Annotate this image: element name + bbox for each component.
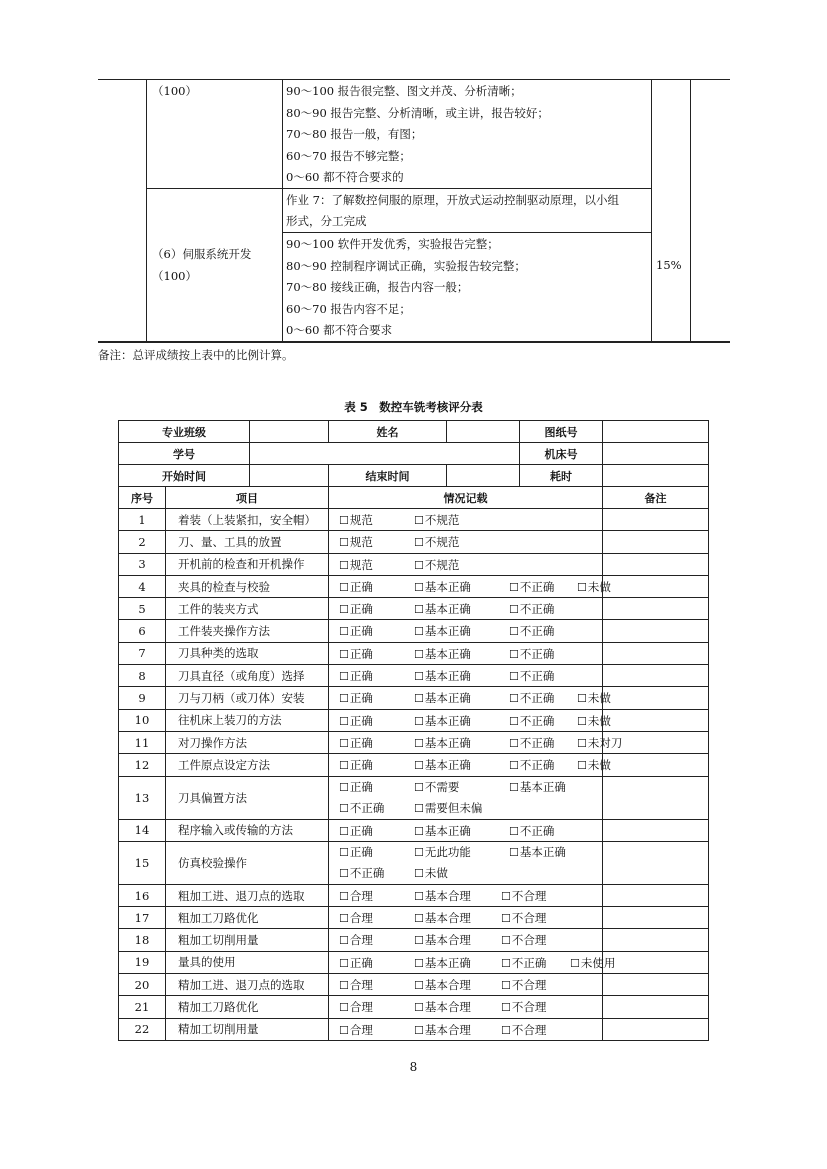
assignment-line: 作业 7：了解数控伺服的原理，开放式运动控制驱动原理，以小组: [286, 193, 619, 207]
end-time-label: 结束时间: [329, 465, 447, 487]
checkbox-option[interactable]: ☐ 基本合理: [414, 999, 471, 1015]
table-row: [119, 687, 709, 709]
rubric-row-weight-label: （100）: [152, 269, 197, 283]
row-item: 粗加工刀路优化: [166, 907, 329, 929]
col-header-item: 项目: [166, 487, 329, 509]
row-item: 刀与刀柄（或刀体）安装: [166, 687, 329, 709]
table-row: [119, 598, 709, 620]
machine-no-field[interactable]: [603, 443, 709, 465]
table-row: [119, 575, 709, 597]
checkbox-option[interactable]: ☐ 基本正确: [414, 690, 471, 706]
checkbox-option[interactable]: ☐ 不规范: [414, 534, 459, 550]
checkbox-option[interactable]: ☐ 基本正确: [509, 844, 566, 860]
duration-label: 耗时: [520, 465, 603, 487]
rubric-line: 80～90 报告完整、分析清晰，或主讲，报告较好；: [286, 105, 549, 120]
checkbox-option[interactable]: ☐ 不需要: [414, 779, 459, 795]
checkbox-option[interactable]: ☐ 未做: [577, 713, 611, 729]
checkbox-option[interactable]: ☐ 规范: [339, 557, 373, 573]
checkbox-option[interactable]: ☐ 正确: [339, 713, 373, 729]
table-row: [119, 642, 709, 664]
checkbox-option[interactable]: ☐ 未做: [577, 579, 611, 595]
table-row: [119, 884, 709, 906]
row-item: 刀、量、工具的放置: [166, 531, 329, 553]
row-remark[interactable]: [603, 687, 709, 709]
checkbox-option[interactable]: ☐ 基本正确: [414, 955, 471, 971]
checkbox-option[interactable]: ☐ 合理: [339, 932, 373, 948]
row-number: 15: [119, 841, 166, 884]
checkbox-option[interactable]: ☐ 基本合理: [414, 1022, 471, 1038]
checkbox-option[interactable]: ☐ 不合理: [501, 888, 546, 904]
row-remark[interactable]: [603, 819, 709, 841]
checkbox-option[interactable]: ☐ 规范: [339, 534, 373, 550]
row-remark[interactable]: [603, 754, 709, 776]
row-number: 14: [119, 819, 166, 841]
row-remark[interactable]: [603, 709, 709, 731]
row-remark[interactable]: [603, 951, 709, 973]
row-remark[interactable]: [603, 575, 709, 597]
table-row: [119, 929, 709, 951]
duration-field[interactable]: [603, 465, 709, 487]
checkbox-option[interactable]: ☐ 不合理: [501, 977, 546, 993]
row-remark[interactable]: [603, 598, 709, 620]
checkbox-option[interactable]: ☐ 不正确: [509, 735, 554, 751]
rubric-row-label: （100）: [152, 84, 197, 98]
checkbox-option[interactable]: ☐ 不正确: [339, 865, 384, 881]
checkbox-option[interactable]: ☐ 不合理: [501, 1022, 546, 1038]
checkbox-option[interactable]: ☐ 不正确: [509, 823, 554, 839]
checkbox-option[interactable]: ☐ 未对刀: [577, 735, 622, 751]
table-row: [119, 974, 709, 996]
checkbox-option[interactable]: ☐ 不规范: [414, 557, 459, 573]
start-time-field[interactable]: [250, 465, 329, 487]
checkbox-option[interactable]: ☐ 不正确: [509, 690, 554, 706]
rubric-line: 60～70 报告内容不足；: [286, 301, 411, 316]
row-remark[interactable]: [603, 929, 709, 951]
checkbox-option[interactable]: ☐ 正确: [339, 823, 373, 839]
table-caption: 表 5 数控车铣考核评分表: [344, 400, 483, 414]
table-row: [119, 731, 709, 753]
start-time-label: 开始时间: [119, 465, 250, 487]
row-number: 17: [119, 907, 166, 929]
table-row: [119, 776, 709, 819]
row-number: 4: [119, 575, 166, 597]
major-class-label: 专业班级: [119, 421, 250, 443]
checkbox-option[interactable]: ☐ 基本合理: [414, 932, 471, 948]
checkbox-option[interactable]: ☐ 不正确: [509, 713, 554, 729]
row-number: 5: [119, 598, 166, 620]
rubric-line: 60～70 报告不够完整；: [286, 148, 411, 163]
row-item: 往机床上装刀的方法: [166, 709, 329, 731]
row-number: 10: [119, 709, 166, 731]
row-number: 9: [119, 687, 166, 709]
checkbox-option[interactable]: ☐ 基本正确: [414, 757, 471, 773]
row-number: 13: [119, 776, 166, 819]
checkbox-option[interactable]: ☐ 不合理: [501, 999, 546, 1015]
checkbox-option[interactable]: ☐ 合理: [339, 1022, 373, 1038]
row-item: 工件原点设定方法: [166, 754, 329, 776]
checkbox-option[interactable]: ☐ 正确: [339, 579, 373, 595]
table-row: [119, 841, 709, 884]
row-remark[interactable]: [603, 776, 709, 819]
rubric-line: 80～90 控制程序调试正确，实验报告较完整；: [286, 258, 526, 273]
checkbox-option[interactable]: ☐ 正确: [339, 646, 373, 662]
checkbox-option[interactable]: ☐ 不正确: [509, 646, 554, 662]
rubric-line: 70～80 报告一般，有图；: [286, 127, 423, 141]
row-item: 粗加工进、退刀点的选取: [166, 884, 329, 906]
name-field[interactable]: [447, 421, 520, 443]
checkbox-option[interactable]: ☐ 基本正确: [414, 646, 471, 662]
row-number: 18: [119, 929, 166, 951]
row-item: 刀具偏置方法: [166, 776, 329, 819]
assignment-line: 形式，分工完成: [286, 214, 367, 228]
rubric-line: 0～60 都不符合要求: [286, 323, 393, 337]
row-remark[interactable]: [603, 553, 709, 575]
checkbox-option[interactable]: ☐ 不规范: [414, 512, 459, 528]
checkbox-option[interactable]: ☐ 基本合理: [414, 910, 471, 926]
row-item: 对刀操作方法: [166, 731, 329, 753]
checkbox-option[interactable]: ☐ 合理: [339, 910, 373, 926]
checkbox-option[interactable]: ☐ 基本正确: [414, 713, 471, 729]
row-item: 量具的使用: [166, 951, 329, 973]
checkbox-option[interactable]: ☐ 基本合理: [414, 977, 471, 993]
checkbox-option[interactable]: ☐ 基本合理: [414, 888, 471, 904]
row-item: 工件的装夹方式: [166, 598, 329, 620]
checkbox-option[interactable]: ☐ 基本正确: [414, 668, 471, 684]
checkbox-option[interactable]: ☐ 正确: [339, 690, 373, 706]
checkbox-option[interactable]: ☐ 基本正确: [509, 779, 566, 795]
row-item: 开机前的检查和开机操作: [166, 553, 329, 575]
checkbox-option[interactable]: ☐ 不正确: [339, 800, 384, 816]
table-row: [119, 996, 709, 1018]
rubric-line: 70～80 接线正确，报告内容一般；: [286, 280, 469, 294]
checkbox-option[interactable]: ☐ 需要但未偏: [414, 800, 482, 816]
table-row: [119, 665, 709, 687]
table-row: [119, 531, 709, 553]
rubric-line: 90～100 软件开发优秀，实验报告完整；: [286, 237, 499, 251]
table-row: [119, 509, 709, 531]
rubric-row-label: （6）伺服系统开发: [152, 247, 252, 261]
drawing-no-label: 图纸号: [520, 421, 603, 443]
row-item: 工件装夹操作方法: [166, 620, 329, 642]
checkbox-option[interactable]: ☐ 正确: [339, 779, 373, 795]
note: 备注：总评成绩按上表中的比例计算。: [98, 348, 294, 362]
checkbox-option[interactable]: ☐ 正确: [339, 623, 373, 639]
checkbox-option[interactable]: ☐ 基本正确: [414, 823, 471, 839]
table-row: [119, 553, 709, 575]
checkbox-option[interactable]: ☐ 合理: [339, 977, 373, 993]
rubric-line: 90～100 报告很完整、图文并茂、分析清晰；: [286, 84, 522, 98]
checkbox-option[interactable]: ☐ 未做: [577, 757, 611, 773]
checkbox-option[interactable]: ☐ 正确: [339, 601, 373, 617]
row-remark[interactable]: [603, 665, 709, 687]
table-row: [119, 620, 709, 642]
row-remark[interactable]: [603, 1018, 709, 1040]
checkbox-option[interactable]: ☐ 合理: [339, 999, 373, 1015]
checkbox-option[interactable]: ☐ 正确: [339, 955, 373, 971]
checkbox-option[interactable]: ☐ 基本正确: [414, 623, 471, 639]
cnc-score-table: [118, 420, 709, 1041]
table-row: [119, 754, 709, 776]
row-number: 11: [119, 731, 166, 753]
checkbox-option[interactable]: ☐ 正确: [339, 668, 373, 684]
checkbox-option[interactable]: ☐ 未做: [414, 865, 448, 881]
row-item: 着装（上装紧扣，安全帽）: [166, 509, 329, 531]
checkbox-option[interactable]: ☐ 不正确: [509, 579, 554, 595]
weight-value: 15%: [656, 258, 682, 272]
row-number: 19: [119, 951, 166, 973]
row-remark[interactable]: [603, 907, 709, 929]
row-number: 2: [119, 531, 166, 553]
row-number: 20: [119, 974, 166, 996]
row-number: 6: [119, 620, 166, 642]
checkbox-option[interactable]: ☐ 正确: [339, 735, 373, 751]
row-number: 7: [119, 642, 166, 664]
table-row: [119, 1018, 709, 1040]
col-header-no: 序号: [119, 487, 166, 509]
row-number: 8: [119, 665, 166, 687]
row-item: 程序输入或传输的方法: [166, 819, 329, 841]
table-row: [119, 907, 709, 929]
table-row: [119, 951, 709, 973]
checkbox-option[interactable]: ☐ 合理: [339, 888, 373, 904]
page-number: 8: [409, 1060, 418, 1074]
checkbox-option[interactable]: ☐ 不正确: [501, 955, 546, 971]
major-class-field[interactable]: [250, 421, 329, 443]
checkbox-option[interactable]: ☐ 不合理: [501, 910, 546, 926]
row-item: 精加工进、退刀点的选取: [166, 974, 329, 996]
checkbox-option[interactable]: ☐ 不正确: [509, 601, 554, 617]
student-no-label: 学号: [119, 443, 250, 465]
row-remark[interactable]: [603, 841, 709, 884]
checkbox-option[interactable]: ☐ 基本正确: [414, 601, 471, 617]
checkbox-option[interactable]: ☐ 不正确: [509, 668, 554, 684]
name-label: 姓名: [329, 421, 447, 443]
checkbox-option[interactable]: ☐ 正确: [339, 757, 373, 773]
checkbox-option[interactable]: ☐ 无此功能: [414, 844, 471, 860]
table-row: [119, 819, 709, 841]
checkbox-option[interactable]: ☐ 未做: [577, 690, 611, 706]
row-item: 刀具种类的选取: [166, 642, 329, 664]
row-number: 16: [119, 884, 166, 906]
row-remark[interactable]: [603, 531, 709, 553]
row-number: 12: [119, 754, 166, 776]
row-number: 1: [119, 509, 166, 531]
machine-no-label: 机床号: [520, 443, 603, 465]
row-item: 精加工刀路优化: [166, 996, 329, 1018]
row-item: 刀具直径（或角度）选择: [166, 665, 329, 687]
row-remark[interactable]: [603, 884, 709, 906]
row-number: 3: [119, 553, 166, 575]
checkbox-option[interactable]: ☐ 不正确: [509, 623, 554, 639]
row-remark[interactable]: [603, 974, 709, 996]
checkbox-option[interactable]: ☐ 不正确: [509, 757, 554, 773]
row-remark[interactable]: [603, 642, 709, 664]
end-time-field[interactable]: [447, 465, 520, 487]
checkbox-option[interactable]: ☐ 正确: [339, 844, 373, 860]
checkbox-option[interactable]: ☐ 未使用: [570, 955, 615, 971]
row-item: 仿真校验操作: [166, 841, 329, 884]
col-header-remark: 备注: [603, 487, 709, 509]
row-item: 夹具的检查与校验: [166, 575, 329, 597]
row-remark[interactable]: [603, 509, 709, 531]
checkbox-option[interactable]: ☐ 不合理: [501, 932, 546, 948]
row-remark[interactable]: [603, 996, 709, 1018]
checkbox-option[interactable]: ☐ 规范: [339, 512, 373, 528]
checkbox-option[interactable]: ☐ 基本正确: [414, 735, 471, 751]
rubric-line: 0～60 都不符合要求的: [286, 170, 404, 184]
col-header-record: 情况记载: [329, 487, 603, 509]
student-no-field[interactable]: [250, 443, 520, 465]
checkbox-option[interactable]: ☐ 基本正确: [414, 579, 471, 595]
row-item: 粗加工切削用量: [166, 929, 329, 951]
row-number: 22: [119, 1018, 166, 1040]
row-number: 21: [119, 996, 166, 1018]
drawing-no-field[interactable]: [603, 421, 709, 443]
table-row: [119, 709, 709, 731]
row-remark[interactable]: [603, 620, 709, 642]
row-item: 精加工切削用量: [166, 1018, 329, 1040]
